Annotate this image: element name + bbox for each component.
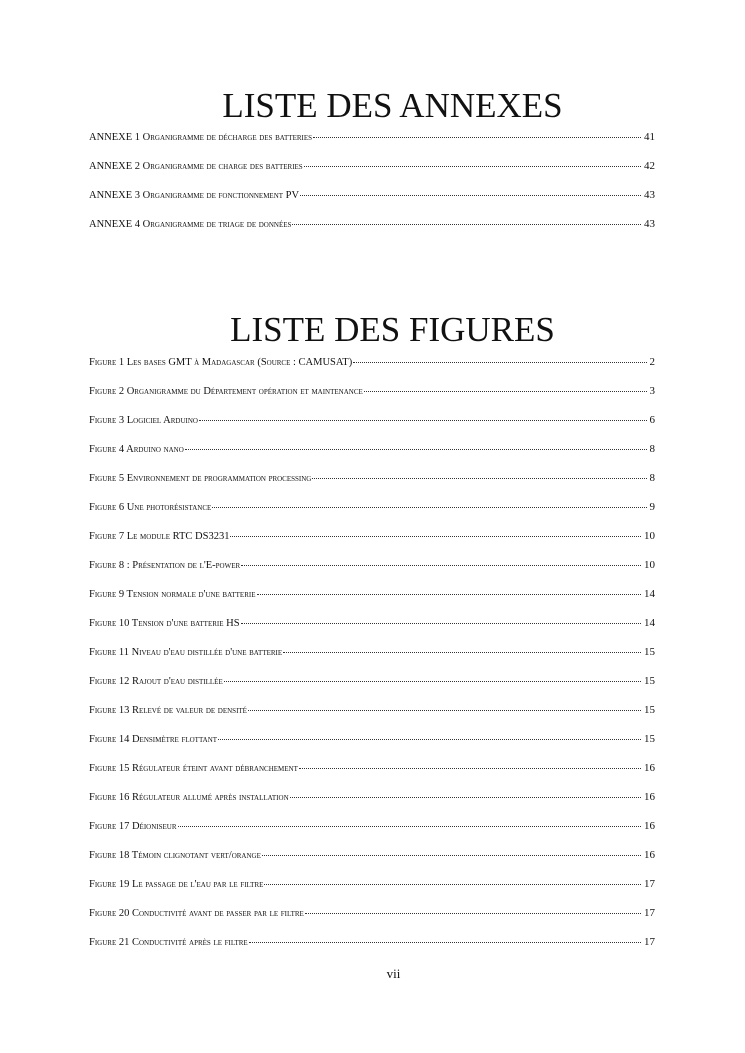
figure-entry[interactable]: [89, 559, 655, 588]
entry-label: ANNEXE 3 Organigramme de fonctionnement PV: [89, 190, 300, 201]
annexes-list: [89, 131, 655, 247]
figure-entry[interactable]: [89, 385, 655, 414]
annex-entry[interactable]: [89, 189, 655, 218]
entry-label: Figure 14 Densimètre flottant: [89, 734, 218, 745]
figure-entry[interactable]: [89, 472, 655, 501]
entry-page-number: 17: [644, 907, 655, 919]
dot-leader: [300, 194, 641, 196]
dot-leader: [283, 651, 641, 653]
entry-page-number: 3: [649, 385, 655, 397]
figure-entry[interactable]: [89, 704, 655, 733]
figure-entry[interactable]: [89, 501, 655, 530]
dot-leader: [248, 709, 641, 711]
page-number: vii: [386, 966, 401, 981]
entry-label: ANNEXE 1 Organigramme de décharge des batteries: [89, 132, 313, 143]
dot-leader: [313, 136, 641, 138]
annex-entry[interactable]: [89, 131, 655, 160]
entry-label: Figure 17 Déioniseur: [89, 821, 177, 832]
figure-entry[interactable]: [89, 530, 655, 559]
entry-label: Figure 12 Rajout d'eau distillée: [89, 676, 223, 687]
annex-entry[interactable]: [89, 218, 655, 247]
entry-label: Figure 16 Régulateur allumé après installation: [89, 792, 289, 803]
entry-page-number: 10: [644, 559, 655, 571]
entry-page-number: 43: [644, 218, 655, 230]
dot-leader: [312, 477, 646, 479]
dot-leader: [299, 767, 641, 769]
dot-leader: [290, 796, 641, 798]
dot-leader: [212, 506, 646, 508]
entry-label: Figure 18 Témoin clignotant vert/orange: [89, 850, 261, 861]
figure-entry[interactable]: [89, 762, 655, 791]
figures-list: [89, 356, 655, 965]
entry-label: Figure 3 Logiciel Arduino: [89, 415, 198, 426]
entry-label: Figure 2 Organigramme du Département opération et maintenance: [89, 386, 363, 397]
entry-label: Figure 6 Une photorésistance: [89, 502, 212, 513]
entry-page-number: 16: [644, 820, 655, 832]
annexes-title: LISTE DES ANNEXES: [222, 86, 563, 125]
entry-label: Figure 9 Tension normale d'une batterie: [89, 589, 256, 600]
entry-page-number: 17: [644, 936, 655, 948]
entry-page-number: 41: [644, 131, 655, 143]
figures-title: LISTE DES FIGURES: [230, 310, 555, 349]
entry-page-number: 10: [644, 530, 655, 542]
entry-label: Figure 5 Environnement de programmation processing: [89, 473, 312, 484]
entry-label: Figure 8 : Présentation de l'E-power: [89, 560, 241, 571]
entry-page-number: 15: [644, 675, 655, 687]
figure-entry[interactable]: [89, 414, 655, 443]
figure-entry[interactable]: [89, 936, 655, 965]
entry-label: Figure 15 Régulateur éteint avant débranchement: [89, 763, 298, 774]
entry-label: Figure 4 Arduino nano: [89, 444, 184, 455]
entry-label: Figure 19 Le passage de l'eau par le filtre: [89, 879, 264, 890]
entry-page-number: 9: [649, 501, 655, 513]
entry-page-number: 8: [649, 472, 655, 484]
entry-page-number: 17: [644, 878, 655, 890]
dot-leader: [353, 361, 646, 363]
dot-leader: [264, 883, 641, 885]
dot-leader: [292, 223, 641, 225]
entry-page-number: 42: [644, 160, 655, 172]
entry-label: Figure 13 Relevé de valeur de densité: [89, 705, 247, 716]
dot-leader: [262, 854, 641, 856]
figure-entry[interactable]: [89, 443, 655, 472]
figure-entry[interactable]: [89, 588, 655, 617]
entry-page-number: 14: [644, 588, 655, 600]
entry-label: ANNEXE 4 Organigramme de triage de données: [89, 219, 292, 230]
dot-leader: [304, 165, 641, 167]
figure-entry[interactable]: [89, 907, 655, 936]
dot-leader: [224, 680, 641, 682]
dot-leader: [241, 564, 641, 566]
entry-label: Figure 21 Conductivité après le filtre: [89, 937, 248, 948]
entry-page-number: 15: [644, 733, 655, 745]
dot-leader: [230, 535, 641, 537]
entry-label: Figure 10 Tension d'une batterie HS: [89, 618, 240, 629]
dot-leader: [218, 738, 641, 740]
entry-label: ANNEXE 2 Organigramme de charge des batteries: [89, 161, 303, 172]
entry-label: Figure 20 Conductivité avant de passer par le filtre: [89, 908, 304, 919]
dot-leader: [185, 448, 647, 450]
entry-page-number: 6: [649, 414, 655, 426]
figure-entry[interactable]: [89, 791, 655, 820]
entry-label: Figure 7 Le module RTC DS3231: [89, 531, 230, 542]
entry-page-number: 16: [644, 791, 655, 803]
figure-entry[interactable]: [89, 878, 655, 907]
dot-leader: [178, 825, 642, 827]
figure-entry[interactable]: [89, 646, 655, 675]
figure-entry[interactable]: [89, 617, 655, 646]
entry-page-number: 16: [644, 762, 655, 774]
dot-leader: [199, 419, 647, 421]
dot-leader: [257, 593, 642, 595]
entry-page-number: 8: [649, 443, 655, 455]
figure-entry[interactable]: [89, 733, 655, 762]
dot-leader: [364, 390, 647, 392]
entry-page-number: 2: [649, 356, 655, 368]
entry-page-number: 14: [644, 617, 655, 629]
entry-label: Figure 11 Niveau d'eau distillée d'une batterie: [89, 647, 283, 658]
dot-leader: [249, 941, 641, 943]
figure-entry[interactable]: [89, 820, 655, 849]
figure-entry[interactable]: [89, 356, 655, 385]
figure-entry[interactable]: [89, 675, 655, 704]
figure-entry[interactable]: [89, 849, 655, 878]
dot-leader: [241, 622, 641, 624]
annex-entry[interactable]: [89, 160, 655, 189]
entry-page-number: 15: [644, 646, 655, 658]
entry-label: Figure 1 Les bases GMT à Madagascar (Source : CAMUSAT): [89, 357, 353, 368]
entry-page-number: 15: [644, 704, 655, 716]
entry-page-number: 43: [644, 189, 655, 201]
dot-leader: [305, 912, 641, 914]
entry-page-number: 16: [644, 849, 655, 861]
